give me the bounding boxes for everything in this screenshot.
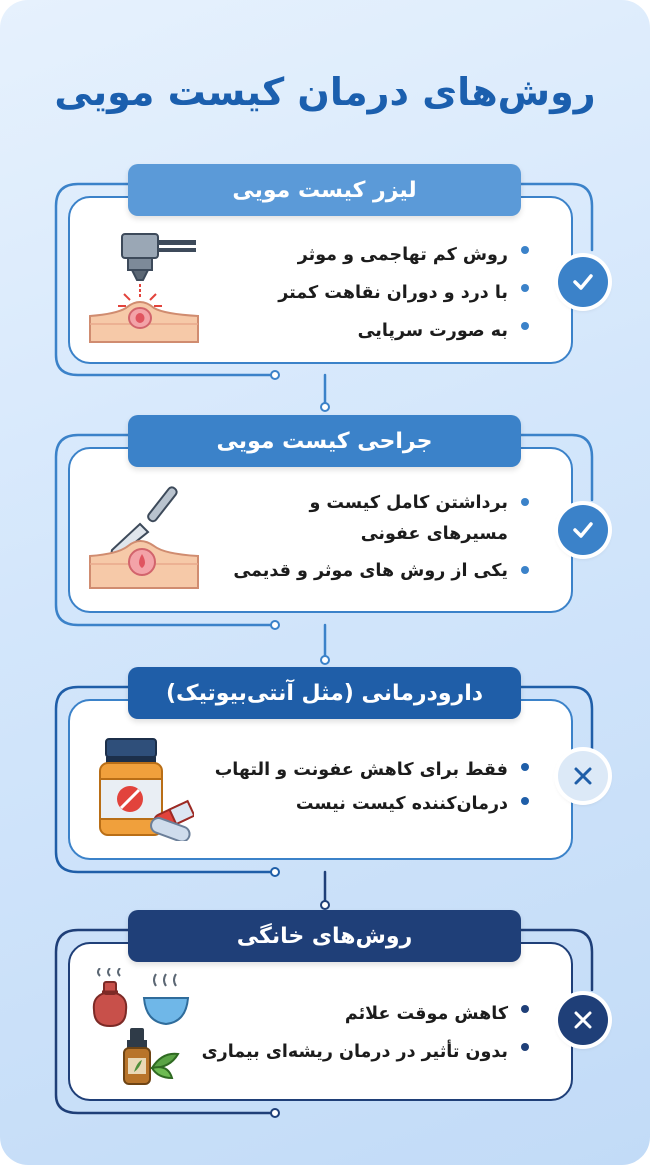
list-item: روش کم تهاجمی و موثر — [278, 236, 532, 274]
method-bullets — [215, 753, 532, 821]
method-bullets — [278, 236, 532, 350]
connector-dot — [320, 655, 330, 665]
check-icon — [558, 505, 608, 555]
connector-dot — [270, 1108, 280, 1118]
page-title: روش‌های درمان کیست مویی — [54, 70, 596, 114]
laser-device-icon — [88, 228, 200, 346]
cross-icon — [558, 751, 608, 801]
list-item: برداشتن کامل کیست و مسیرهای عفونی — [232, 488, 532, 550]
connector-dot — [270, 370, 280, 380]
method-bullets — [202, 995, 532, 1071]
list-item: فقط برای کاهش عفونت و التهاب — [215, 753, 532, 787]
home-remedy-icon — [86, 968, 190, 1086]
connector-dot — [270, 620, 280, 630]
connector-dot — [320, 900, 330, 910]
method-heading: روش‌های خانگی — [128, 910, 521, 962]
method-heading: جراحی کیست مویی — [128, 415, 521, 467]
connector-dot — [320, 402, 330, 412]
method-bullets — [232, 488, 532, 587]
method-heading: لیزر کیست مویی — [128, 164, 521, 216]
list-item: بدون تأثیر در درمان ریشه‌ای بیماری — [202, 1033, 532, 1071]
check-icon — [558, 257, 608, 307]
scalpel-icon — [88, 480, 200, 592]
cross-icon — [558, 995, 608, 1045]
list-item: با درد و دوران نقاهت کمتر — [278, 274, 532, 312]
list-item: به صورت سرپایی — [278, 312, 532, 350]
pill-bottle-icon — [94, 735, 194, 841]
connector-dot — [270, 867, 280, 877]
list-item: کاهش موقت علائم — [202, 995, 532, 1033]
list-item: یکی از روش های موثر و قدیمی — [232, 556, 532, 587]
list-item: درمان‌کننده کیست نیست — [215, 787, 532, 821]
method-heading: دارودرمانی (مثل آنتی‌بیوتیک) — [128, 667, 521, 719]
